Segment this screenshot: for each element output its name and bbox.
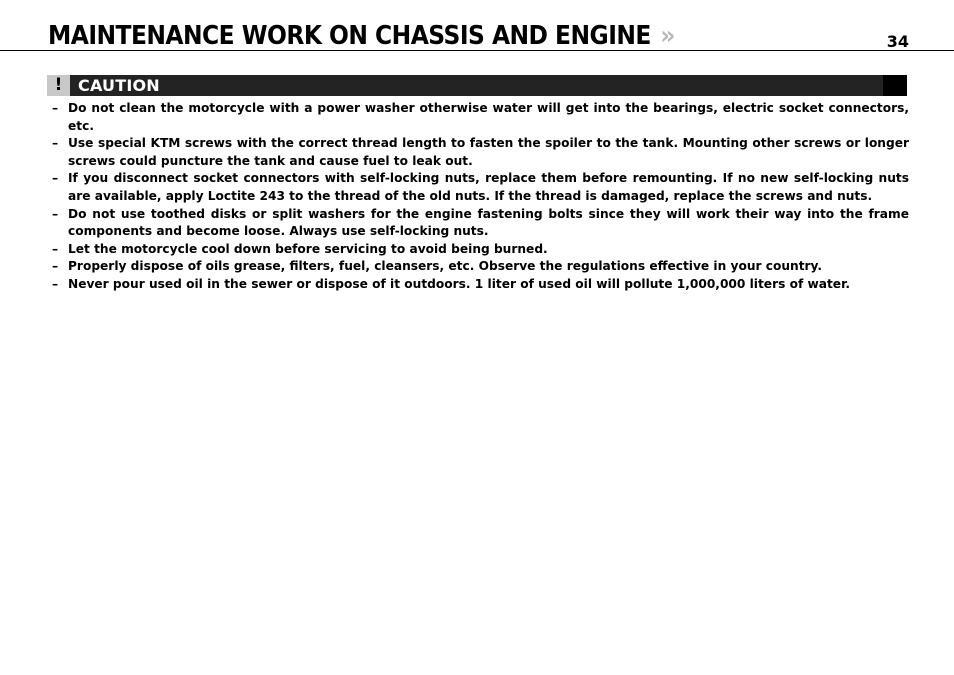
page-title-text: MAINTENANCE WORK ON CHASSIS AND ENGINE — [48, 21, 651, 51]
page-header — [0, 20, 954, 51]
dash-bullet: – — [52, 259, 59, 274]
caution-item — [50, 276, 909, 294]
caution-item-text: Do not clean the motorcycle with a power washer otherwise water will get into the bearings, electric socket connectors, etc. — [68, 101, 909, 133]
caution-item-text: Never pour used oil in the sewer or dispose of it outdoors. 1 liter of used oil will pollute 1,000,000 liters of water. — [68, 276, 850, 291]
exclamation-icon: ! — [47, 75, 70, 96]
dash-bullet: – — [52, 276, 59, 291]
dash-bullet: – — [52, 206, 59, 221]
caution-list — [50, 100, 909, 294]
caution-label: CAUTION — [78, 76, 160, 95]
caution-item — [50, 100, 909, 135]
caution-item — [50, 241, 909, 259]
caution-item-text: Use special KTM screws with the correct thread length to fasten the spoiler to the tank. Mounting other screws or longer screws could puncture the tank and cause fuel to leak out. — [68, 136, 909, 168]
caution-item-text: If you disconnect socket connectors with self-locking nuts, replace them before remounting. If no new self-locking nuts are available, apply Loctite 243 to the thread of the old nuts. If the thread is damaged, replace the screws and nuts. — [68, 171, 909, 203]
dash-bullet: – — [52, 241, 59, 256]
caution-item — [50, 206, 909, 241]
caution-item-text: Let the motorcycle cool down before servicing to avoid being burned. — [68, 241, 548, 256]
caution-item-text: Do not use toothed disks or split washers for the engine fastening bolts since they will work their way into the frame components and become loose. Always use self-locking nuts. — [68, 206, 909, 239]
caution-banner-end — [883, 75, 907, 96]
page-title — [48, 21, 675, 51]
page-number: 34 — [886, 32, 909, 51]
caution-item-text: Properly dispose of oils grease, filters, fuel, cleansers, etc. Observe the regulations effective in your country. — [68, 259, 822, 274]
caution-item — [50, 258, 909, 276]
caution-item — [50, 135, 909, 170]
chevron-right-icon: » — [660, 21, 675, 51]
dash-bullet: – — [52, 136, 59, 151]
dash-bullet: – — [52, 171, 59, 186]
caution-banner — [47, 75, 907, 96]
dash-bullet: – — [52, 101, 59, 115]
caution-item — [50, 170, 909, 205]
